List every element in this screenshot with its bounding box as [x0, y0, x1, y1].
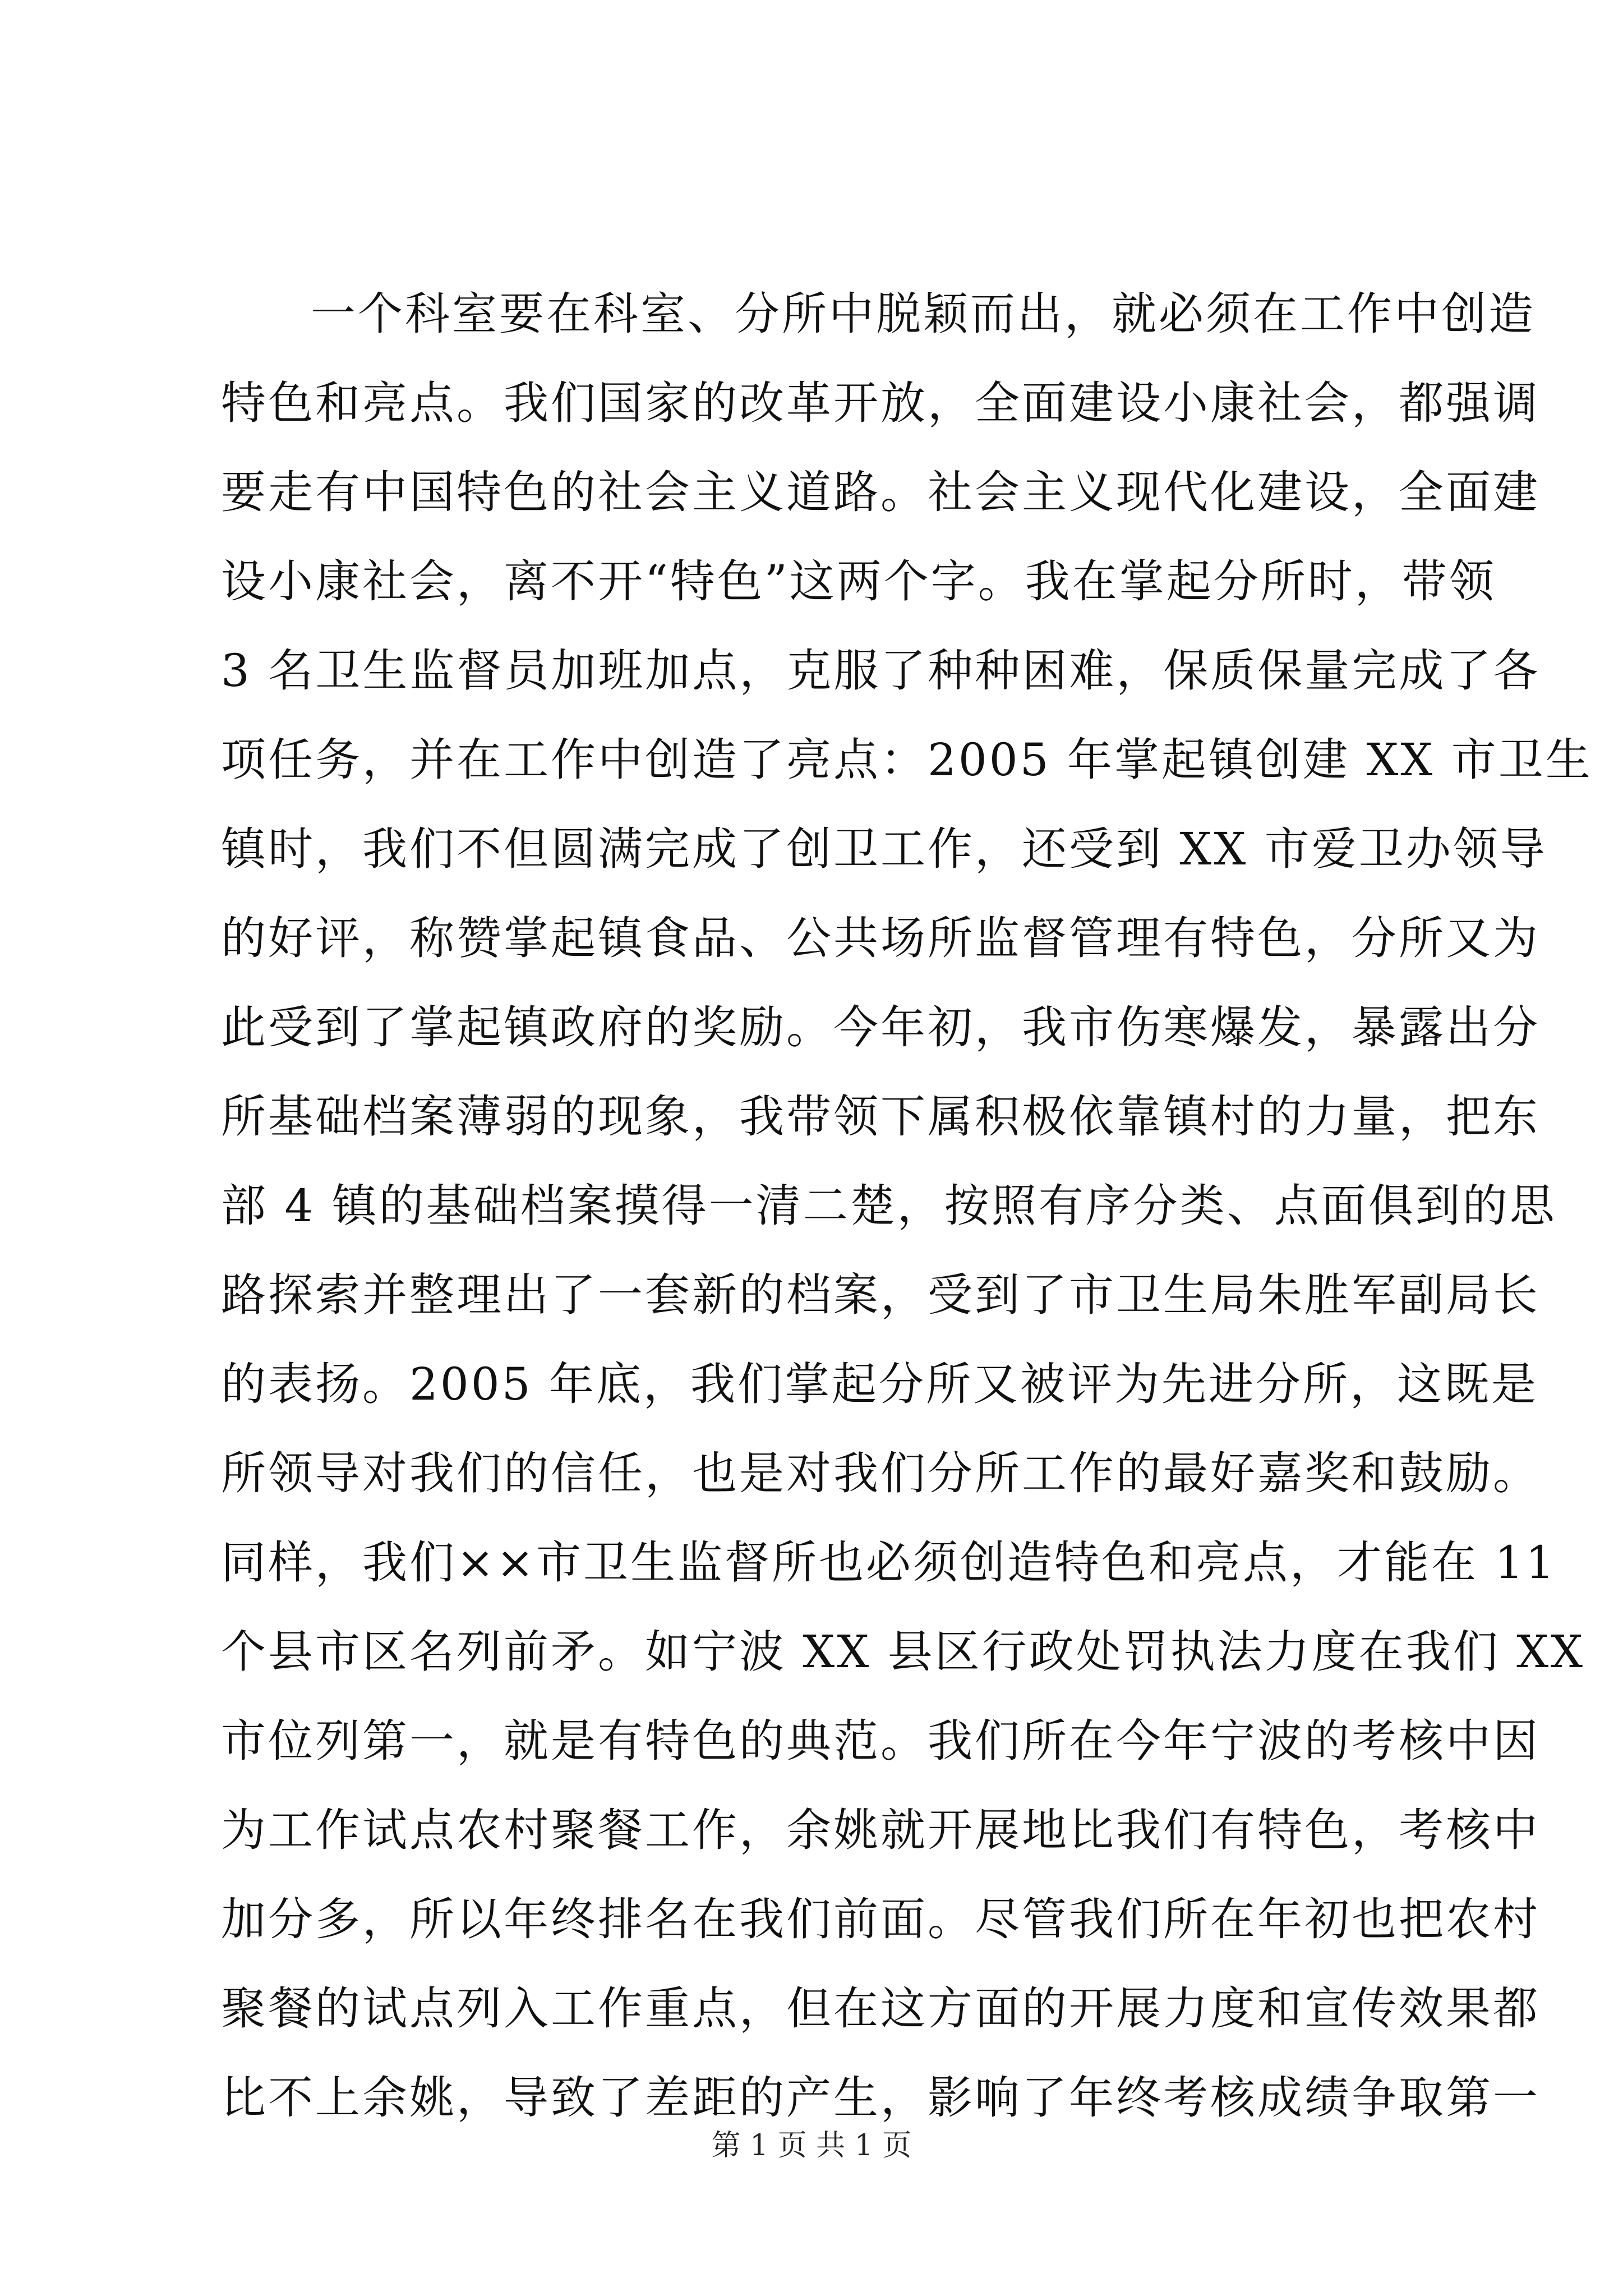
- text-line: 特色和亮点。我们国家的改革开放，全面建设小康社会，都强调: [221, 377, 1540, 429]
- text-line: 比不上余姚，导致了差距的产生，影响了年终考核成绩争取第一: [221, 2072, 1540, 2124]
- text-line: 加分多，所以年终排名在我们前面。尽管我们所在年初也把农村: [221, 1893, 1540, 1945]
- text-line: 项任务，并在工作中创造了亮点：2005 年掌起镇创建 XX 市卫生: [221, 734, 1593, 786]
- text-line: 聚餐的试点列入工作重点，但在这方面的开展力度和宣传效果都: [221, 1982, 1540, 2035]
- text-line: 一个科室要在科室、分所中脱颖而出，就必须在工作中创造: [311, 288, 1536, 340]
- text-line: 部 4 镇的基础档案摸得一清二楚，按照有序分类、点面俱到的思: [221, 1180, 1557, 1232]
- text-line: 镇时，我们不但圆满完成了创卫工作，还受到 XX 市爱卫办领导: [221, 823, 1547, 875]
- text-line: 个县市区名列前矛。如宁波 XX 县区行政处罚执法力度在我们 XX: [221, 1626, 1585, 1678]
- text-line: 的好评，称赞掌起镇食品、公共场所监督管理有特色，分所又为: [221, 912, 1540, 964]
- page-number-footer: 第 1 页 共 1 页: [711, 2129, 912, 2162]
- text-line: 要走有中国特色的社会主义道路。社会主义现代化建设，全面建: [221, 466, 1540, 518]
- text-line: 为工作试点农村聚餐工作，余姚就开展地比我们有特色，考核中: [221, 1804, 1540, 1856]
- text-line: 路探索并整理出了一套新的档案，受到了市卫生局朱胜军副局长: [221, 1269, 1540, 1321]
- text-line: 同样，我们××市卫生监督所也必须创造特色和亮点，才能在 11: [221, 1536, 1557, 1589]
- text-line: 3 名卫生监督员加班加点，克服了种种困难，保质保量完成了各: [221, 645, 1541, 697]
- body-paragraph: [221, 269, 1593, 2142]
- text-line: 所基础档案薄弱的现象，我带领下属积极依靠镇村的力量，把东: [221, 1091, 1540, 1143]
- text-line: 市位列第一，就是有特色的典范。我们所在今年宁波的考核中因: [221, 1715, 1540, 1767]
- text-line: 所领导对我们的信任，也是对我们分所工作的最好嘉奖和鼓励。: [221, 1447, 1540, 1499]
- text-line: 此受到了掌起镇政府的奖励。今年初，我市伤寒爆发，暴露出分: [221, 1001, 1540, 1053]
- text-line: 设小康社会，离不开“特色”这两个字。我在掌起分所时，带领: [221, 555, 1496, 608]
- text-line: 的表扬。2005 年底，我们掌起分所又被评为先进分所，这既是: [221, 1358, 1539, 1410]
